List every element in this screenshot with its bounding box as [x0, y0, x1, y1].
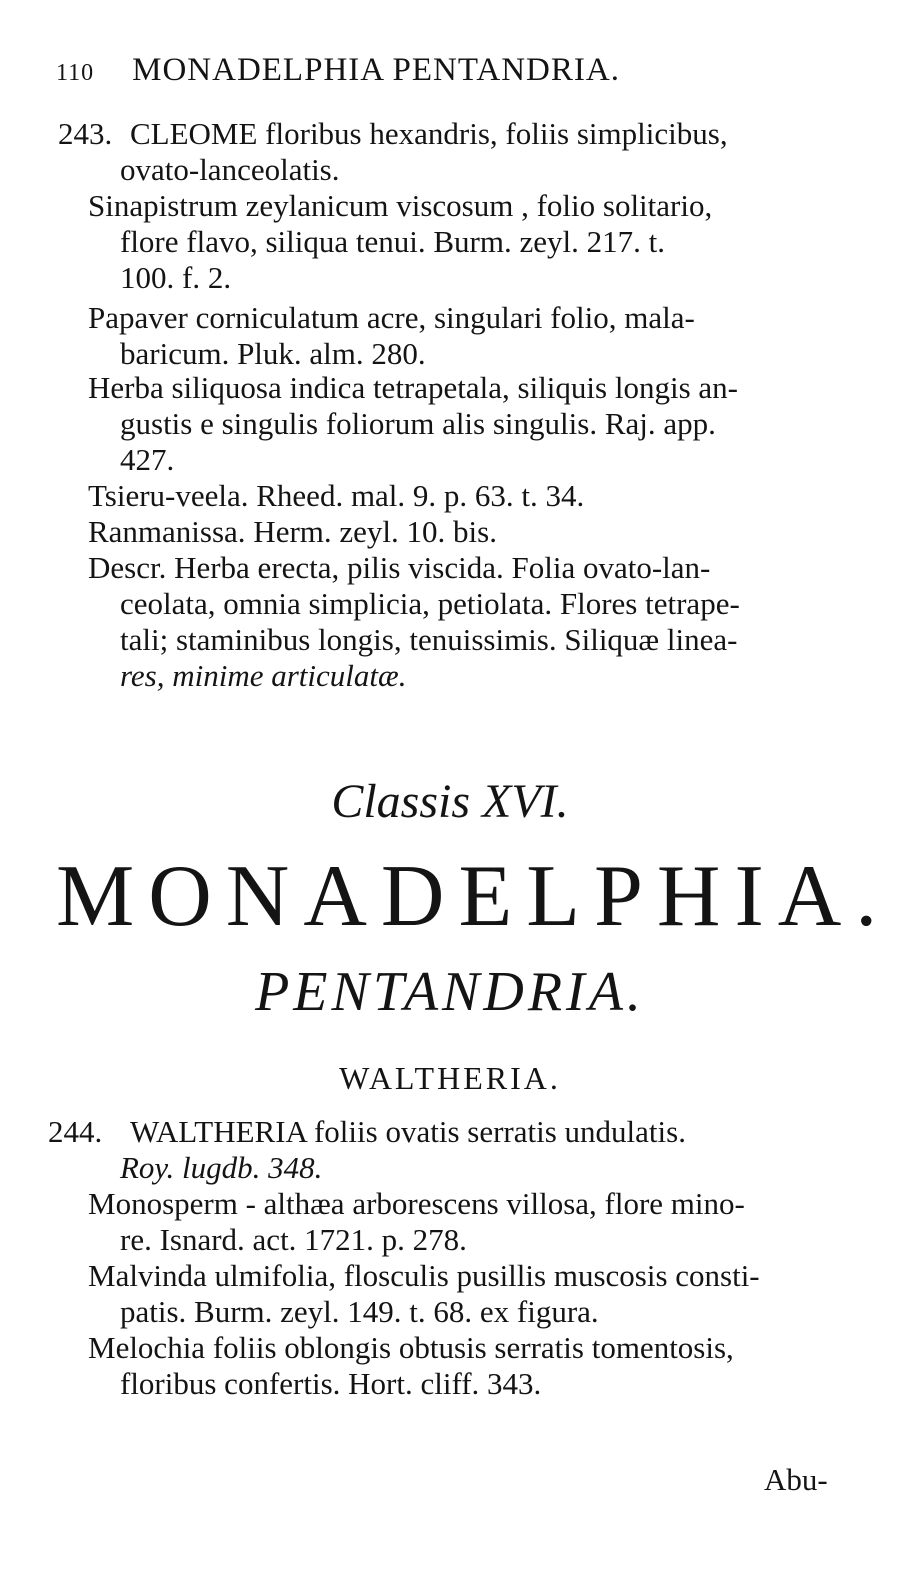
entry-244-line-4: re. Isnard. act. 1721. p. 278.: [120, 1222, 467, 1257]
entry-243-line-15: tali; staminibus longis, tenuissimis. Siliquæ linea-: [120, 622, 738, 657]
entry-243-line-16: res, minime articulatæ.: [120, 658, 407, 693]
entry-244-line-8: floribus confertis. Hort. cliff. 343.: [120, 1366, 542, 1401]
entry-243-line-4: flore flavo, siliqua tenui. Burm. zeyl. 217. t.: [120, 224, 665, 259]
entry-243-line-7: baricum. Pluk. alm. 280.: [120, 336, 426, 371]
entry-243-line-2: ovato-lanceolatis.: [120, 152, 340, 187]
entry-243-line-14: ceolata, omnia simplicia, petiolata. Flores tetrape-: [120, 586, 740, 621]
page-number: 110: [56, 60, 95, 86]
genus-heading: WALTHERIA.: [339, 1060, 561, 1096]
entry-244-line-2: Roy. lugdb. 348.: [120, 1150, 323, 1185]
entry-243-line-5: 100. f. 2.: [120, 260, 232, 295]
order-heading: PENTANDRIA.: [255, 961, 645, 1023]
catchword: Abu-: [764, 1462, 828, 1497]
entry-243-line-3: Sinapistrum zeylanicum viscosum , folio solitario,: [88, 188, 713, 223]
entry-243-line-12: Ranmanissa. Herm. zeyl. 10. bis.: [88, 514, 497, 549]
entry-244-line-3: Monosperm - althæa arborescens villosa, flore mino-: [88, 1186, 745, 1221]
entry-243-line-9: gustis e singulis foliorum alis singulis. Raj. app.: [120, 406, 716, 441]
running-title: MONADELPHIA PENTANDRIA.: [132, 52, 620, 88]
entry-243-line-8: Herba siliquosa indica tetrapetala, siliquis longis an-: [88, 370, 738, 405]
entry-244-number: 244.: [48, 1114, 103, 1149]
entry-243-number: 243.: [58, 116, 113, 151]
class-name-heading: MONADELPHIA.: [56, 848, 892, 945]
running-header: [56, 52, 620, 89]
entry-243-line-10: 427.: [120, 442, 175, 477]
entry-244-line-6: patis. Burm. zeyl. 149. t. 68. ex figura.: [120, 1294, 599, 1329]
entry-243-line-13: Descr. Herba erecta, pilis viscida. Folia ovato-lan-: [88, 550, 711, 585]
entry-243-line-11: Tsieru-veela. Rheed. mal. 9. p. 63. t. 34.: [88, 478, 585, 513]
entry-243-line-1: 243. CLEOME floribus hexandris, foliis simplicibus,: [58, 116, 728, 151]
entry-243-line-6: Papaver corniculatum acre, singulari folio, mala-: [88, 300, 695, 335]
classis-heading: Classis XVI.: [331, 775, 569, 828]
entry-244-line-5: Malvinda ulmifolia, flosculis pusillis muscosis consti-: [88, 1258, 760, 1293]
entry-244-line-1: 244. WALTHERIA foliis ovatis serratis undulatis.: [48, 1114, 686, 1149]
entry-244-line-7: Melochia foliis oblongis obtusis serratis tomentosis,: [88, 1330, 734, 1365]
